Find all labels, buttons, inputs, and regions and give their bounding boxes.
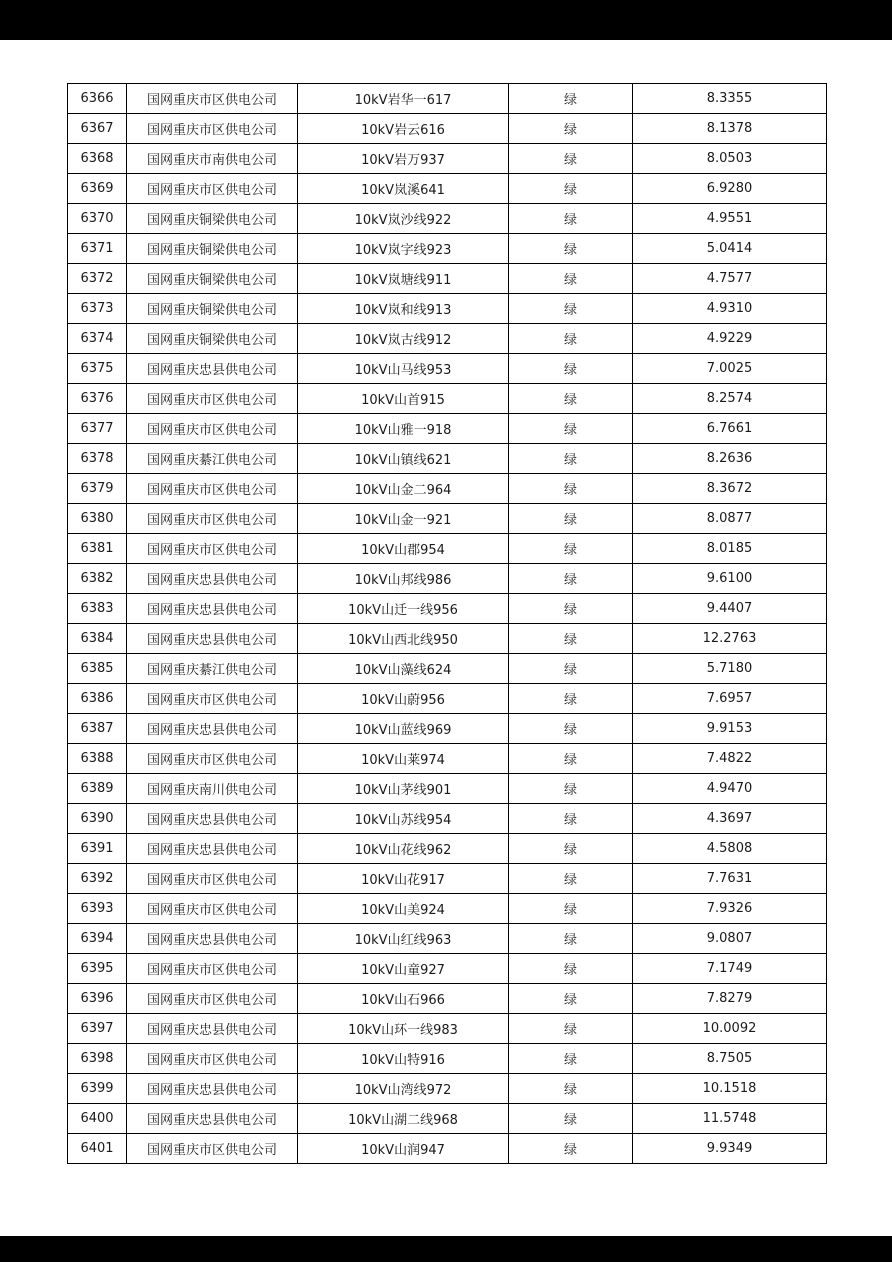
- table-container: [67, 83, 827, 1164]
- cell-value: 10.0092: [633, 1014, 827, 1044]
- cell-value: 8.3355: [633, 84, 827, 114]
- table-row: [68, 414, 827, 444]
- table-body: [68, 84, 827, 1164]
- cell-company: 国网重庆市区供电公司: [127, 504, 298, 534]
- cell-line: 10kV山湾线972: [298, 1074, 509, 1104]
- cell-line: 10kV岩华一617: [298, 84, 509, 114]
- cell-company: 国网重庆忠县供电公司: [127, 594, 298, 624]
- cell-status: 绿: [509, 174, 633, 204]
- table-row: [68, 84, 827, 114]
- cell-status: 绿: [509, 444, 633, 474]
- cell-id: 6385: [68, 654, 127, 684]
- cell-value: 4.9470: [633, 774, 827, 804]
- cell-id: 6368: [68, 144, 127, 174]
- cell-line: 10kV山蔚956: [298, 684, 509, 714]
- cell-line: 10kV山马线953: [298, 354, 509, 384]
- cell-value: 9.0807: [633, 924, 827, 954]
- cell-company: 国网重庆铜梁供电公司: [127, 234, 298, 264]
- cell-status: 绿: [509, 984, 633, 1014]
- cell-value: 11.5748: [633, 1104, 827, 1134]
- cell-line: 10kV岚塘线911: [298, 264, 509, 294]
- cell-line: 10kV山石966: [298, 984, 509, 1014]
- cell-line: 10kV山花917: [298, 864, 509, 894]
- cell-value: 5.7180: [633, 654, 827, 684]
- cell-status: 绿: [509, 234, 633, 264]
- cell-value: 8.7505: [633, 1044, 827, 1074]
- cell-status: 绿: [509, 654, 633, 684]
- cell-id: 6394: [68, 924, 127, 954]
- cell-company: 国网重庆市区供电公司: [127, 1044, 298, 1074]
- cell-value: 10.1518: [633, 1074, 827, 1104]
- cell-status: 绿: [509, 1044, 633, 1074]
- table-row: [68, 654, 827, 684]
- table-row: [68, 534, 827, 564]
- cell-company: 国网重庆市区供电公司: [127, 1134, 298, 1164]
- cell-status: 绿: [509, 84, 633, 114]
- table-row: [68, 324, 827, 354]
- table-row: [68, 144, 827, 174]
- cell-status: 绿: [509, 324, 633, 354]
- cell-line: 10kV山湖二线968: [298, 1104, 509, 1134]
- cell-company: 国网重庆綦江供电公司: [127, 444, 298, 474]
- cell-company: 国网重庆忠县供电公司: [127, 804, 298, 834]
- cell-line: 10kV山茅线901: [298, 774, 509, 804]
- cell-id: 6395: [68, 954, 127, 984]
- cell-status: 绿: [509, 144, 633, 174]
- cell-status: 绿: [509, 924, 633, 954]
- cell-line: 10kV山雅一918: [298, 414, 509, 444]
- cell-id: 6392: [68, 864, 127, 894]
- table-row: [68, 444, 827, 474]
- table-row: [68, 1074, 827, 1104]
- table-row: [68, 804, 827, 834]
- cell-line: 10kV山迁一线956: [298, 594, 509, 624]
- table-row: [68, 834, 827, 864]
- cell-value: 7.6957: [633, 684, 827, 714]
- cell-status: 绿: [509, 534, 633, 564]
- cell-company: 国网重庆忠县供电公司: [127, 1014, 298, 1044]
- cell-value: 7.7631: [633, 864, 827, 894]
- cell-value: 8.0503: [633, 144, 827, 174]
- cell-line: 10kV山镇线621: [298, 444, 509, 474]
- cell-status: 绿: [509, 894, 633, 924]
- cell-line: 10kV山藻线624: [298, 654, 509, 684]
- cell-line: 10kV岩万937: [298, 144, 509, 174]
- cell-value: 7.4822: [633, 744, 827, 774]
- table-row: [68, 1134, 827, 1164]
- cell-value: 7.1749: [633, 954, 827, 984]
- cell-id: 6381: [68, 534, 127, 564]
- cell-line: 10kV岚字线923: [298, 234, 509, 264]
- table-row: [68, 174, 827, 204]
- table-row: [68, 1014, 827, 1044]
- cell-value: 8.0877: [633, 504, 827, 534]
- cell-id: 6380: [68, 504, 127, 534]
- document-page: [0, 40, 892, 1236]
- cell-value: 9.9349: [633, 1134, 827, 1164]
- cell-line: 10kV山红线963: [298, 924, 509, 954]
- cell-id: 6398: [68, 1044, 127, 1074]
- table-row: [68, 1044, 827, 1074]
- cell-status: 绿: [509, 564, 633, 594]
- cell-id: 6391: [68, 834, 127, 864]
- table-row: [68, 894, 827, 924]
- cell-line: 10kV山花线962: [298, 834, 509, 864]
- cell-id: 6386: [68, 684, 127, 714]
- cell-value: 4.7577: [633, 264, 827, 294]
- cell-line: 10kV山苏线954: [298, 804, 509, 834]
- cell-id: 6370: [68, 204, 127, 234]
- cell-status: 绿: [509, 714, 633, 744]
- cell-status: 绿: [509, 1104, 633, 1134]
- cell-status: 绿: [509, 1074, 633, 1104]
- cell-status: 绿: [509, 624, 633, 654]
- cell-company: 国网重庆市区供电公司: [127, 84, 298, 114]
- table-row: [68, 384, 827, 414]
- cell-company: 国网重庆忠县供电公司: [127, 354, 298, 384]
- cell-line: 10kV山首915: [298, 384, 509, 414]
- cell-value: 6.9280: [633, 174, 827, 204]
- cell-id: 6373: [68, 294, 127, 324]
- cell-id: 6372: [68, 264, 127, 294]
- cell-value: 8.0185: [633, 534, 827, 564]
- cell-status: 绿: [509, 204, 633, 234]
- cell-value: 6.7661: [633, 414, 827, 444]
- table-row: [68, 744, 827, 774]
- table-row: [68, 684, 827, 714]
- cell-id: 6400: [68, 1104, 127, 1134]
- cell-line: 10kV山润947: [298, 1134, 509, 1164]
- cell-status: 绿: [509, 264, 633, 294]
- cell-value: 4.9310: [633, 294, 827, 324]
- cell-company: 国网重庆铜梁供电公司: [127, 294, 298, 324]
- cell-status: 绿: [509, 684, 633, 714]
- cell-company: 国网重庆市区供电公司: [127, 384, 298, 414]
- cell-line: 10kV岩云616: [298, 114, 509, 144]
- cell-value: 4.5808: [633, 834, 827, 864]
- cell-company: 国网重庆忠县供电公司: [127, 1104, 298, 1134]
- cell-company: 国网重庆市区供电公司: [127, 864, 298, 894]
- cell-value: 8.2636: [633, 444, 827, 474]
- table-row: [68, 714, 827, 744]
- cell-company: 国网重庆忠县供电公司: [127, 564, 298, 594]
- cell-company: 国网重庆铜梁供电公司: [127, 264, 298, 294]
- cell-status: 绿: [509, 594, 633, 624]
- cell-company: 国网重庆市南供电公司: [127, 144, 298, 174]
- cell-id: 6399: [68, 1074, 127, 1104]
- cell-value: 7.8279: [633, 984, 827, 1014]
- cell-id: 6384: [68, 624, 127, 654]
- cell-value: 8.3672: [633, 474, 827, 504]
- cell-status: 绿: [509, 504, 633, 534]
- table-row: [68, 774, 827, 804]
- cell-line: 10kV山金二964: [298, 474, 509, 504]
- cell-company: 国网重庆南川供电公司: [127, 774, 298, 804]
- cell-id: 6383: [68, 594, 127, 624]
- cell-company: 国网重庆忠县供电公司: [127, 714, 298, 744]
- cell-status: 绿: [509, 354, 633, 384]
- viewer-background-bottom: [0, 1236, 892, 1262]
- table-row: [68, 294, 827, 324]
- cell-id: 6401: [68, 1134, 127, 1164]
- table-row: [68, 1104, 827, 1134]
- cell-status: 绿: [509, 864, 633, 894]
- cell-company: 国网重庆忠县供电公司: [127, 1074, 298, 1104]
- cell-status: 绿: [509, 114, 633, 144]
- cell-value: 9.6100: [633, 564, 827, 594]
- cell-value: 4.9229: [633, 324, 827, 354]
- table-row: [68, 504, 827, 534]
- cell-value: 7.0025: [633, 354, 827, 384]
- cell-company: 国网重庆市区供电公司: [127, 894, 298, 924]
- cell-id: 6376: [68, 384, 127, 414]
- power-line-table: [67, 83, 827, 1164]
- cell-line: 10kV山莱974: [298, 744, 509, 774]
- cell-value: 8.2574: [633, 384, 827, 414]
- cell-company: 国网重庆忠县供电公司: [127, 834, 298, 864]
- cell-value: 12.2763: [633, 624, 827, 654]
- cell-line: 10kV山蓝线969: [298, 714, 509, 744]
- cell-id: 6377: [68, 414, 127, 444]
- cell-id: 6388: [68, 744, 127, 774]
- table-row: [68, 474, 827, 504]
- cell-value: 4.3697: [633, 804, 827, 834]
- cell-line: 10kV山西北线950: [298, 624, 509, 654]
- cell-company: 国网重庆市区供电公司: [127, 474, 298, 504]
- cell-value: 9.4407: [633, 594, 827, 624]
- table-row: [68, 984, 827, 1014]
- cell-company: 国网重庆市区供电公司: [127, 114, 298, 144]
- cell-status: 绿: [509, 1134, 633, 1164]
- table-row: [68, 114, 827, 144]
- table-row: [68, 234, 827, 264]
- cell-line: 10kV岚溪641: [298, 174, 509, 204]
- table-row: [68, 264, 827, 294]
- cell-id: 6389: [68, 774, 127, 804]
- cell-id: 6393: [68, 894, 127, 924]
- cell-line: 10kV山美924: [298, 894, 509, 924]
- cell-line: 10kV岚古线912: [298, 324, 509, 354]
- cell-line: 10kV山邦线986: [298, 564, 509, 594]
- cell-id: 6375: [68, 354, 127, 384]
- cell-status: 绿: [509, 384, 633, 414]
- cell-company: 国网重庆市区供电公司: [127, 954, 298, 984]
- cell-id: 6366: [68, 84, 127, 114]
- cell-company: 国网重庆铜梁供电公司: [127, 204, 298, 234]
- cell-id: 6387: [68, 714, 127, 744]
- table-row: [68, 204, 827, 234]
- cell-status: 绿: [509, 1014, 633, 1044]
- cell-status: 绿: [509, 804, 633, 834]
- viewer-background-top: [0, 0, 892, 40]
- cell-id: 6374: [68, 324, 127, 354]
- cell-line: 10kV岚和线913: [298, 294, 509, 324]
- table-row: [68, 864, 827, 894]
- cell-line: 10kV山环一线983: [298, 1014, 509, 1044]
- cell-value: 9.9153: [633, 714, 827, 744]
- cell-company: 国网重庆忠县供电公司: [127, 924, 298, 954]
- cell-id: 6382: [68, 564, 127, 594]
- table-row: [68, 354, 827, 384]
- table-row: [68, 594, 827, 624]
- cell-status: 绿: [509, 414, 633, 444]
- cell-status: 绿: [509, 954, 633, 984]
- cell-id: 6396: [68, 984, 127, 1014]
- cell-company: 国网重庆市区供电公司: [127, 534, 298, 564]
- cell-id: 6379: [68, 474, 127, 504]
- cell-line: 10kV山金一921: [298, 504, 509, 534]
- cell-id: 6367: [68, 114, 127, 144]
- cell-status: 绿: [509, 774, 633, 804]
- cell-line: 10kV山特916: [298, 1044, 509, 1074]
- table-row: [68, 954, 827, 984]
- table-row: [68, 924, 827, 954]
- cell-id: 6378: [68, 444, 127, 474]
- cell-id: 6371: [68, 234, 127, 264]
- cell-company: 国网重庆市区供电公司: [127, 414, 298, 444]
- table-row: [68, 564, 827, 594]
- cell-company: 国网重庆市区供电公司: [127, 684, 298, 714]
- cell-line: 10kV岚沙线922: [298, 204, 509, 234]
- cell-line: 10kV山郡954: [298, 534, 509, 564]
- table-row: [68, 624, 827, 654]
- cell-id: 6369: [68, 174, 127, 204]
- cell-status: 绿: [509, 294, 633, 324]
- cell-company: 国网重庆铜梁供电公司: [127, 324, 298, 354]
- cell-status: 绿: [509, 744, 633, 774]
- cell-id: 6390: [68, 804, 127, 834]
- cell-company: 国网重庆市区供电公司: [127, 984, 298, 1014]
- cell-value: 4.9551: [633, 204, 827, 234]
- cell-company: 国网重庆綦江供电公司: [127, 654, 298, 684]
- cell-id: 6397: [68, 1014, 127, 1044]
- cell-line: 10kV山童927: [298, 954, 509, 984]
- cell-company: 国网重庆忠县供电公司: [127, 624, 298, 654]
- cell-status: 绿: [509, 834, 633, 864]
- cell-value: 8.1378: [633, 114, 827, 144]
- cell-value: 5.0414: [633, 234, 827, 264]
- cell-company: 国网重庆市区供电公司: [127, 744, 298, 774]
- cell-company: 国网重庆市区供电公司: [127, 174, 298, 204]
- cell-value: 7.9326: [633, 894, 827, 924]
- cell-status: 绿: [509, 474, 633, 504]
